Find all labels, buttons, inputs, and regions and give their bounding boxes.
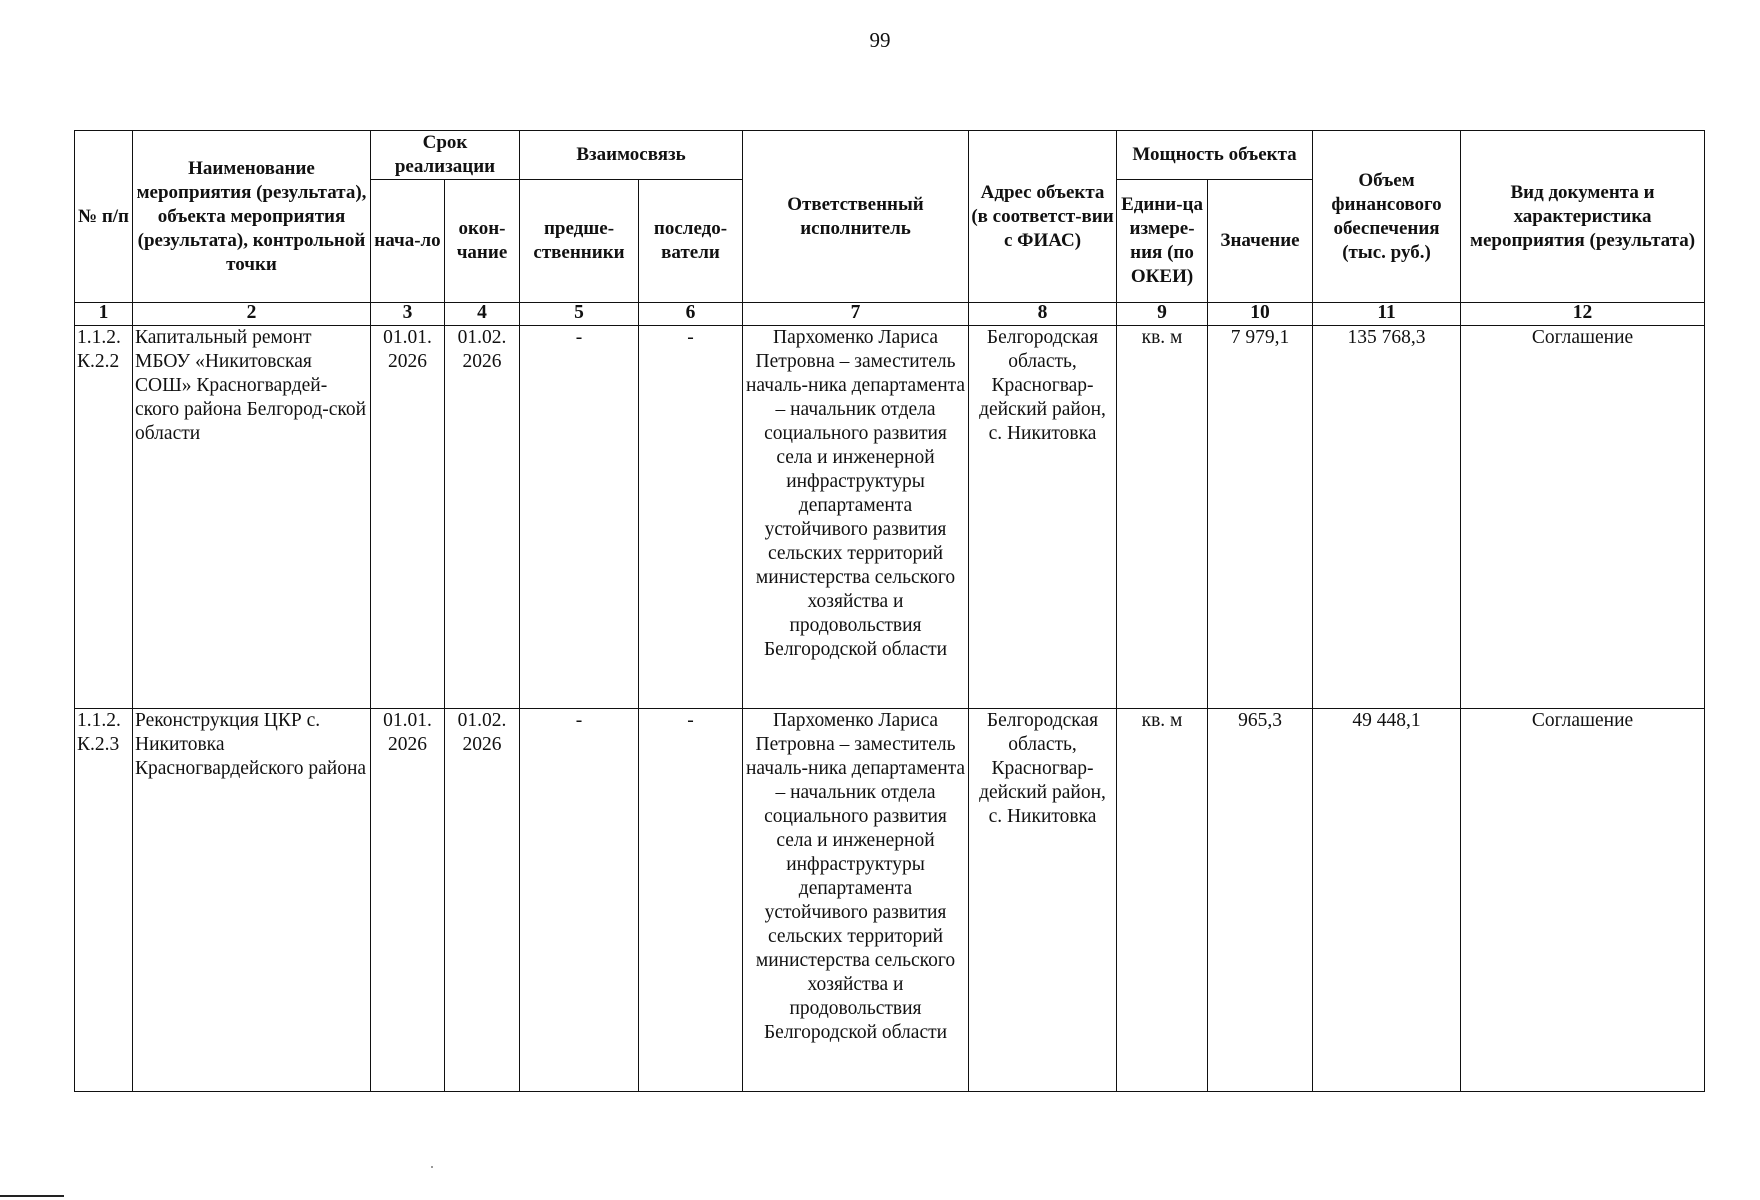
row-posl: - (639, 709, 743, 1092)
column-number: 4 (445, 303, 520, 326)
row-start: 01.01. 2026 (371, 326, 445, 709)
row-pred: - (520, 709, 639, 1092)
scan-artifact-dot (431, 1166, 433, 1168)
row-start: 01.01. 2026 (371, 709, 445, 1092)
header-row-top (75, 131, 1705, 180)
table-row (75, 709, 1705, 1092)
row-responsible: Пархоменко Лариса Петровна – заместитель началь-ника департамента – начальник отдела социального развития села и инженерной инфраструктуры департамента устойчивого развития сельских территорий министерства сельского хозяйства и продовольствия Белгородской области (743, 709, 969, 1092)
scan-artifact-line (0, 1195, 64, 1197)
row-unit: кв. м (1117, 326, 1208, 709)
row-pred: - (520, 326, 639, 709)
column-number: 9 (1117, 303, 1208, 326)
table-row (75, 326, 1705, 709)
column-number: 1 (75, 303, 133, 326)
row-finance: 49 448,1 (1313, 709, 1461, 1092)
row-name: Реконструкция ЦКР с. Никитовка Красногвардейского района (133, 709, 371, 1092)
header-srok: Срок реализации (371, 131, 520, 180)
header-moshch-unit: Едини-ца измере-ния (по ОКЕИ) (1117, 180, 1208, 303)
row-doc: Соглашение (1461, 709, 1705, 1092)
header-srok-end: окон-чание (445, 180, 520, 303)
row-address: Белгородская область, Красногвар-дейский район, с. Никитовка (969, 709, 1117, 1092)
row-doc: Соглашение (1461, 326, 1705, 709)
column-number: 2 (133, 303, 371, 326)
events-table (74, 130, 1705, 1092)
row-finance: 135 768,3 (1313, 326, 1461, 709)
header-vzaim-pred: предше-ственники (520, 180, 639, 303)
column-number: 12 (1461, 303, 1705, 326)
row-end: 01.02. 2026 (445, 326, 520, 709)
column-number: 7 (743, 303, 969, 326)
header-moshch-value: Значение (1208, 180, 1313, 303)
header-vzaim-posl: последо-ватели (639, 180, 743, 303)
column-number: 6 (639, 303, 743, 326)
row-address: Белгородская область, Красногвар-дейский район, с. Никитовка (969, 326, 1117, 709)
row-num: 1.1.2. К.2.3 (75, 709, 133, 1092)
row-value: 965,3 (1208, 709, 1313, 1092)
page-number: 99 (869, 28, 891, 52)
header-num: № п/п (75, 131, 133, 303)
column-number: 11 (1313, 303, 1461, 326)
row-value: 7 979,1 (1208, 326, 1313, 709)
header-doc: Вид документа и характеристика мероприятия (результата) (1461, 131, 1705, 303)
header-srok-start: нача-ло (371, 180, 445, 303)
column-number: 5 (520, 303, 639, 326)
row-unit: кв. м (1117, 709, 1208, 1092)
header-vzaim: Взаимосвязь (520, 131, 743, 180)
column-number: 3 (371, 303, 445, 326)
row-num: 1.1.2. К.2.2 (75, 326, 133, 709)
row-responsible: Пархоменко Лариса Петровна – заместитель началь-ника департамента – начальник отдела социального развития села и инженерной инфраструктуры департамента устойчивого развития сельских территорий министерства сельского хозяйства и продовольствия Белгородской области (743, 326, 969, 709)
row-posl: - (639, 326, 743, 709)
column-number: 10 (1208, 303, 1313, 326)
header-name: Наименование мероприятия (результата), объекта мероприятия (результата), контрольной точки (133, 131, 371, 303)
row-name: Капитальный ремонт МБОУ «Никитовская СОШ» Красногвардей-ского района Белгород-ской области (133, 326, 371, 709)
header-finance: Объем финансового обеспечения (тыс. руб.) (1313, 131, 1461, 303)
header-address: Адрес объекта (в соответст-вии с ФИАС) (969, 131, 1117, 303)
header-moshch: Мощность объекта (1117, 131, 1313, 180)
column-number: 8 (969, 303, 1117, 326)
column-number-row (75, 303, 1705, 326)
header-responsible: Ответственный исполнитель (743, 131, 969, 303)
row-end: 01.02. 2026 (445, 709, 520, 1092)
